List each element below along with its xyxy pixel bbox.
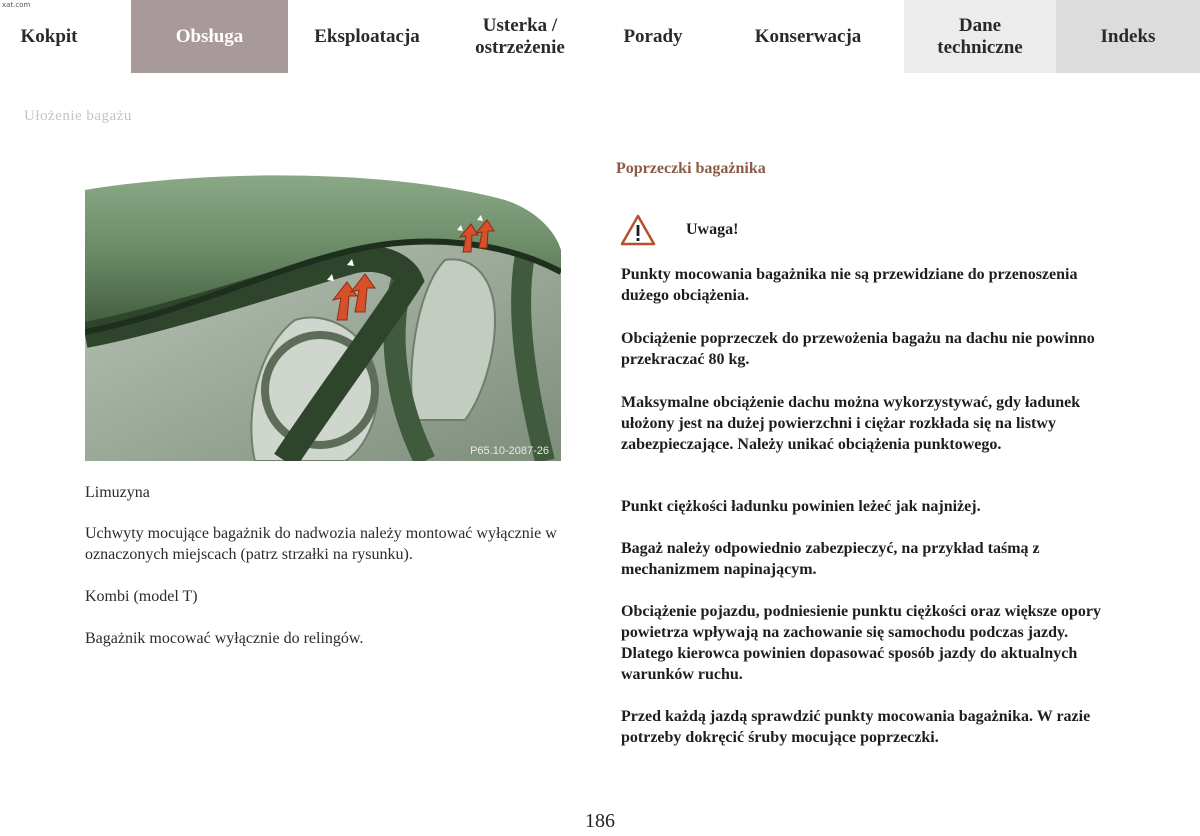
paragraph-sedan: Uchwyty mocujące bagażnik do nadwozia należy montować wyłącznie w oznaczonych miejscach (patrz strzałki na rysunku).: [85, 525, 557, 563]
warning-header: [620, 214, 738, 246]
nav-tab-label: Obsługa: [175, 25, 244, 47]
section-heading: Poprzeczki bagażnika: [616, 160, 766, 177]
warning-title: Uwaga!: [686, 221, 739, 238]
warning-paragraph: Maksymalne obciążenie dachu można wykorzystywać, gdy ładunek ułożony jest na dużej powierzchni i ciężar rozkłada się na listwy zabezpieczające. Należy unikać obciążenia punktowego.: [621, 394, 1081, 453]
section-label: Ułożenie bagażu: [24, 108, 132, 124]
nav-tab-obsluga[interactable]: [131, 0, 288, 73]
figure-code: P65.10-2087-26: [470, 445, 549, 457]
warning-paragraph: Punkt ciężkości ładunku powinien leżeć jak najniżej.: [621, 498, 981, 515]
warning-paragraph: Obciążenie pojazdu, podniesienie punktu ciężkości oraz większe opory powietrza wpływają na zachowanie się samochodu podczas jazdy. Dlatego kierowca powinien dopasować sposób jazdy do aktualnych warunków ruchu.: [621, 603, 1101, 683]
warning-triangle-icon: [620, 214, 656, 246]
caption-sedan: Limuzyna: [85, 484, 150, 501]
nav-tab-label: Porady: [623, 25, 683, 47]
nav-tab-porady[interactable]: [594, 0, 712, 73]
nav-tab-konserwacja[interactable]: [712, 0, 904, 73]
caption-wagon: Kombi (model T): [85, 588, 198, 605]
nav-tab-label: Kokpit: [20, 25, 78, 47]
paragraph-wagon: Bagażnik mocować wyłącznie do relingów.: [85, 630, 364, 647]
nav-tab-label: Konserwacja: [754, 25, 862, 47]
nav-tab-label: Dane techniczne: [937, 14, 1023, 58]
nav-tab-kokpit[interactable]: [0, 0, 98, 73]
nav-tab-dane-techniczne[interactable]: [904, 0, 1056, 73]
roof-mounting-illustration: [85, 160, 561, 461]
nav-tab-label: Usterka / ostrzeżenie: [475, 14, 565, 58]
nav-tab-label: Indeks: [1100, 25, 1156, 47]
warning-paragraph: Punkty mocowania bagażnika nie są przewidziane do przenoszenia dużego obciążenia.: [621, 266, 1078, 304]
warning-paragraph: Przed każdą jazdą sprawdzić punkty mocowania bagażnika. W razie potrzeby dokręcić śruby mocujące poprzeczki.: [621, 708, 1091, 746]
nav-tab-indeks[interactable]: [1056, 0, 1200, 73]
top-navigation: [0, 0, 1200, 73]
warning-paragraph: Bagaż należy odpowiednio zabezpieczyć, na przykład taśmą z mechanizmem napinającym.: [621, 540, 1040, 578]
nav-tab-eksploatacja[interactable]: [288, 0, 446, 73]
nav-tab-usterka[interactable]: [446, 0, 594, 73]
warning-paragraph: Obciążenie poprzeczek do przewożenia bagażu na dachu nie powinno przekraczać 80 kg.: [621, 330, 1095, 368]
car-roof-drawing: [85, 160, 561, 461]
nav-tab-label: Eksploatacja: [314, 25, 420, 47]
site-watermark: xat.com: [2, 1, 31, 9]
page-number: 186: [585, 810, 615, 832]
